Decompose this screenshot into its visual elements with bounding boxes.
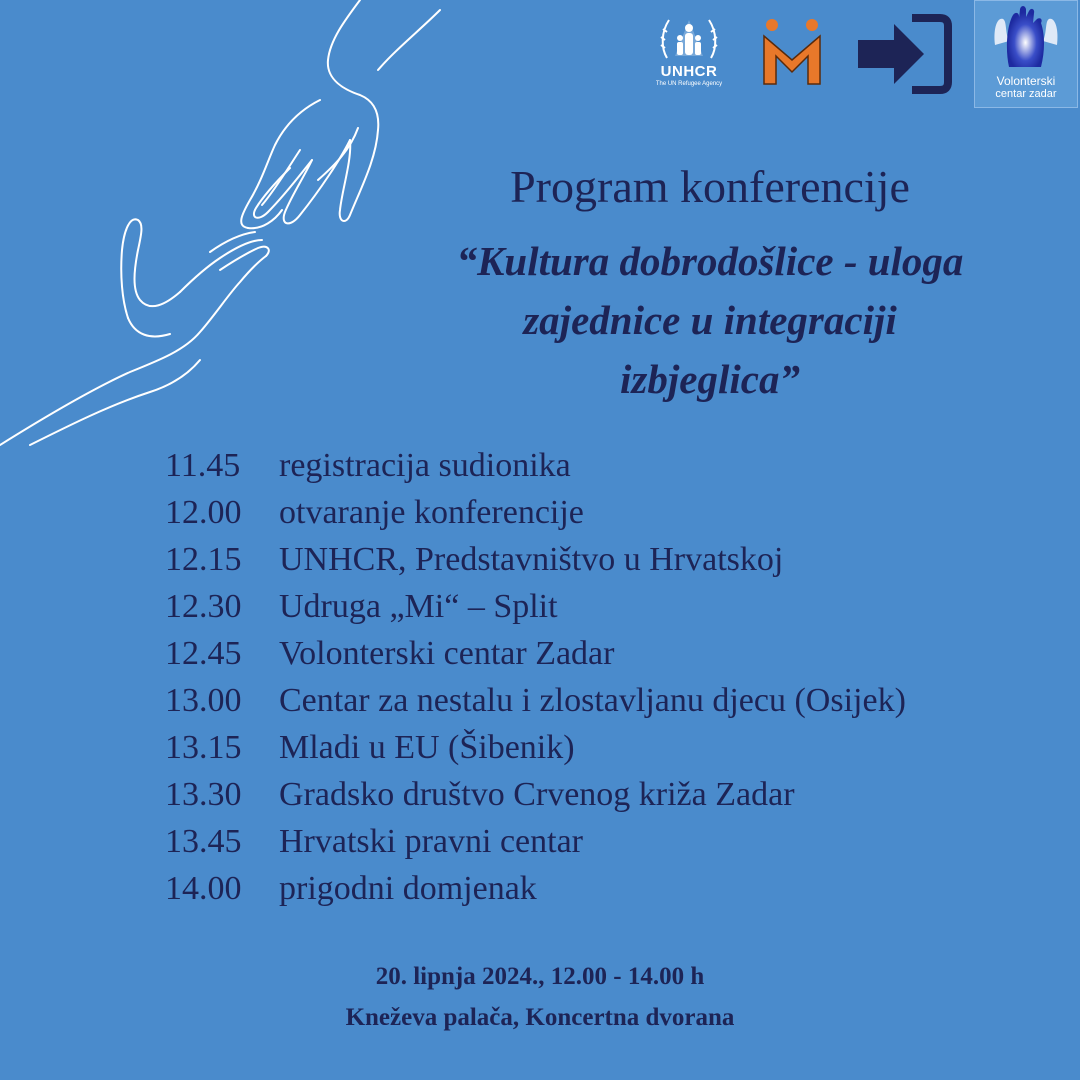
schedule-event: Volonterski centar Zadar (279, 634, 615, 672)
subtitle-line-2: zajednice u integraciji (523, 297, 897, 343)
schedule-row (165, 583, 1065, 630)
vcz-line2: centar zadar (995, 88, 1057, 100)
schedule-row (165, 677, 1065, 724)
schedule-row (165, 818, 1065, 865)
event-details (240, 956, 840, 1038)
event-date: 20. lipnja 2024., 12.00 - 14.00 h (375, 963, 705, 990)
schedule-time: 12.45 (165, 634, 242, 672)
event-venue: Kneževa palača, Koncertna dvorana (345, 1004, 735, 1031)
vcz-line1: Volonterski (996, 74, 1056, 88)
subtitle-line-1: “Kultura dobrodošlice - uloga (456, 238, 964, 284)
schedule-event: Mladi u EU (Šibenik) (279, 728, 575, 766)
mi-logo (760, 16, 824, 100)
unhcr-logo (644, 14, 734, 100)
schedule-row (165, 536, 1065, 583)
schedule-row (165, 442, 1065, 489)
hands-icon (989, 5, 1063, 73)
volonterski-centar-logo (974, 0, 1078, 108)
schedule-time: 13.30 (165, 775, 242, 813)
schedule-time: 12.15 (165, 540, 242, 578)
schedule-time: 13.15 (165, 728, 242, 766)
schedule-event: UNHCR, Predstavništvo u Hrvatskoj (279, 540, 784, 578)
schedule-event: prigodni domjenak (279, 869, 537, 907)
schedule-time: 13.00 (165, 681, 242, 719)
schedule-event: Udruga „Mi“ – Split (279, 587, 558, 625)
schedule-event: Centar za nestalu i zlostavljanu djecu (Osijek) (279, 681, 906, 719)
conference-subtitle (370, 232, 1050, 409)
page-title: Program konferencije (510, 161, 910, 212)
subtitle-line-3: izbjeglica” (620, 356, 800, 402)
schedule-event: Hrvatski pravni centar (279, 822, 583, 860)
schedule-time: 13.45 (165, 822, 242, 860)
unhcr-subtitle: The UN Refugee Agency (655, 81, 723, 87)
schedule-time: 12.00 (165, 493, 242, 531)
unhcr-name: UNHCR (660, 63, 718, 80)
schedule-row (165, 865, 1065, 912)
arrow-enter-icon (854, 14, 952, 94)
schedule-time: 11.45 (165, 446, 241, 484)
schedule-event: Gradsko društvo Crvenog križa Zadar (279, 775, 795, 813)
schedule-row (165, 771, 1065, 818)
schedule-row (165, 630, 1065, 677)
schedule-event: otvaranje konferencije (279, 493, 584, 531)
arrow-logo (854, 14, 952, 94)
schedule-list (165, 442, 1065, 912)
schedule-row (165, 489, 1065, 536)
mi-association-icon (760, 16, 824, 86)
unhcr-emblem-icon (659, 14, 719, 64)
schedule-row (165, 724, 1065, 771)
schedule-time: 12.30 (165, 587, 242, 625)
schedule-event: registracija sudionika (279, 446, 571, 484)
schedule-time: 14.00 (165, 869, 242, 907)
